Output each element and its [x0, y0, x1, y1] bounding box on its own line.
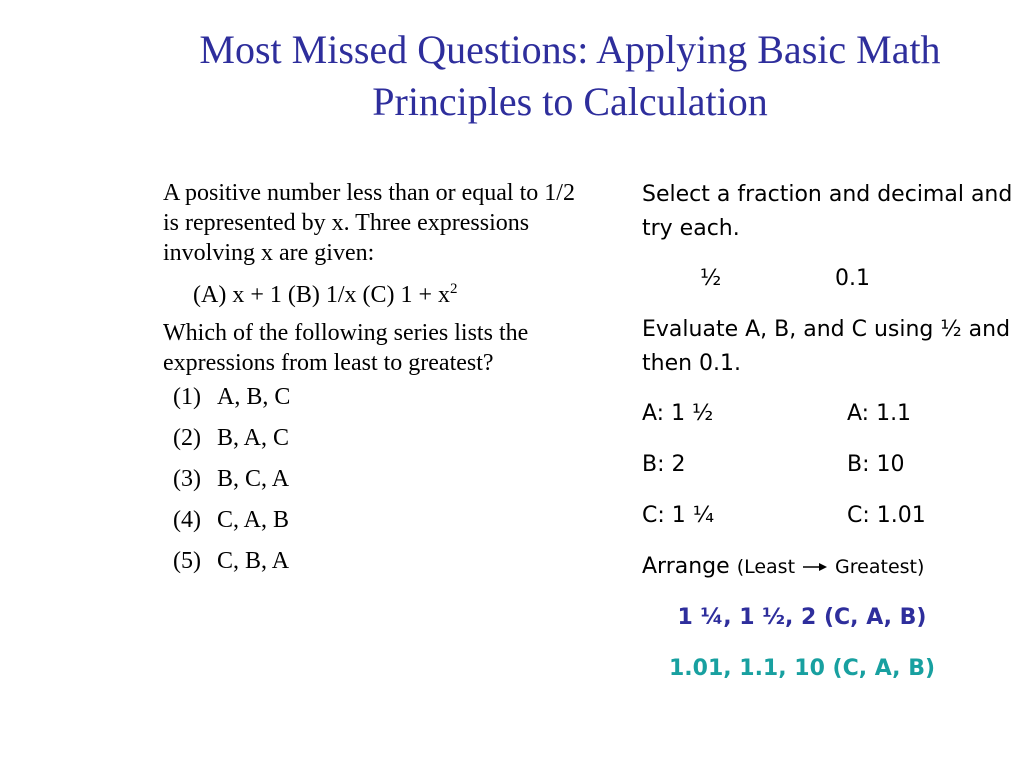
right-arrow-icon: [802, 562, 828, 572]
test-values-row: [642, 262, 1022, 296]
exponent: 2: [450, 281, 458, 297]
greatest-label: Greatest): [835, 556, 925, 578]
expressions-text: (A) x + 1 (B) 1/x (C) 1 + x: [193, 282, 451, 308]
option-number: (5): [173, 548, 201, 574]
result-fraction: B: 2: [642, 452, 686, 477]
result-decimal: C: 1.01: [847, 503, 926, 528]
option-number: (4): [173, 507, 201, 533]
option-number: (2): [173, 425, 201, 451]
expressions-line: [193, 274, 583, 310]
question-intro: A positive number less than or equal to 1/2 is represented by x. Three expressions involving x are given:: [163, 180, 575, 266]
result-decimal: B: 10: [847, 452, 905, 477]
least-label: (Least: [736, 556, 796, 578]
option-text: C, A, B: [217, 507, 290, 533]
answer-options: [163, 382, 583, 587]
option-text: A, B, C: [217, 384, 291, 410]
result-decimal: A: 1.1: [847, 401, 912, 426]
arrange-label: Arrange: [642, 554, 730, 579]
list-item: [173, 546, 583, 587]
list-item: [173, 382, 583, 423]
option-text: C, B, A: [217, 548, 290, 574]
result-row-a: [642, 397, 1022, 431]
select-instruction: Select a fraction and decimal and try each.: [642, 182, 1013, 241]
solution-panel: [642, 178, 1022, 703]
list-item: [173, 464, 583, 505]
result-row-c: [642, 499, 1022, 533]
option-number: (3): [173, 466, 201, 492]
evaluate-instruction: Evaluate A, B, and C using ½ and then 0.1.: [642, 317, 1011, 376]
test-decimal: 0.1: [835, 266, 870, 291]
test-fraction: ½: [700, 266, 722, 291]
result-row-b: [642, 448, 1022, 482]
result-fraction: A: 1 ½: [642, 401, 714, 426]
result-fraction: C: 1 ¼: [642, 503, 715, 528]
option-text: B, C, A: [217, 466, 290, 492]
slide-title: Most Missed Questions: Applying Basic Math Principles to Calculation: [199, 27, 941, 124]
option-text: B, A, C: [217, 425, 290, 451]
question-prompt: Which of the following series lists the expressions from least to greatest?: [163, 320, 529, 376]
answer-fraction: 1 ¼, 1 ½, 2 (C, A, B): [677, 605, 927, 630]
arrange-row: [642, 550, 1022, 584]
question-panel: [163, 178, 583, 587]
list-item: [173, 423, 583, 464]
list-item: [173, 505, 583, 546]
option-number: (1): [173, 384, 201, 410]
answer-decimal: 1.01, 1.1, 10 (C, A, B): [668, 656, 936, 681]
